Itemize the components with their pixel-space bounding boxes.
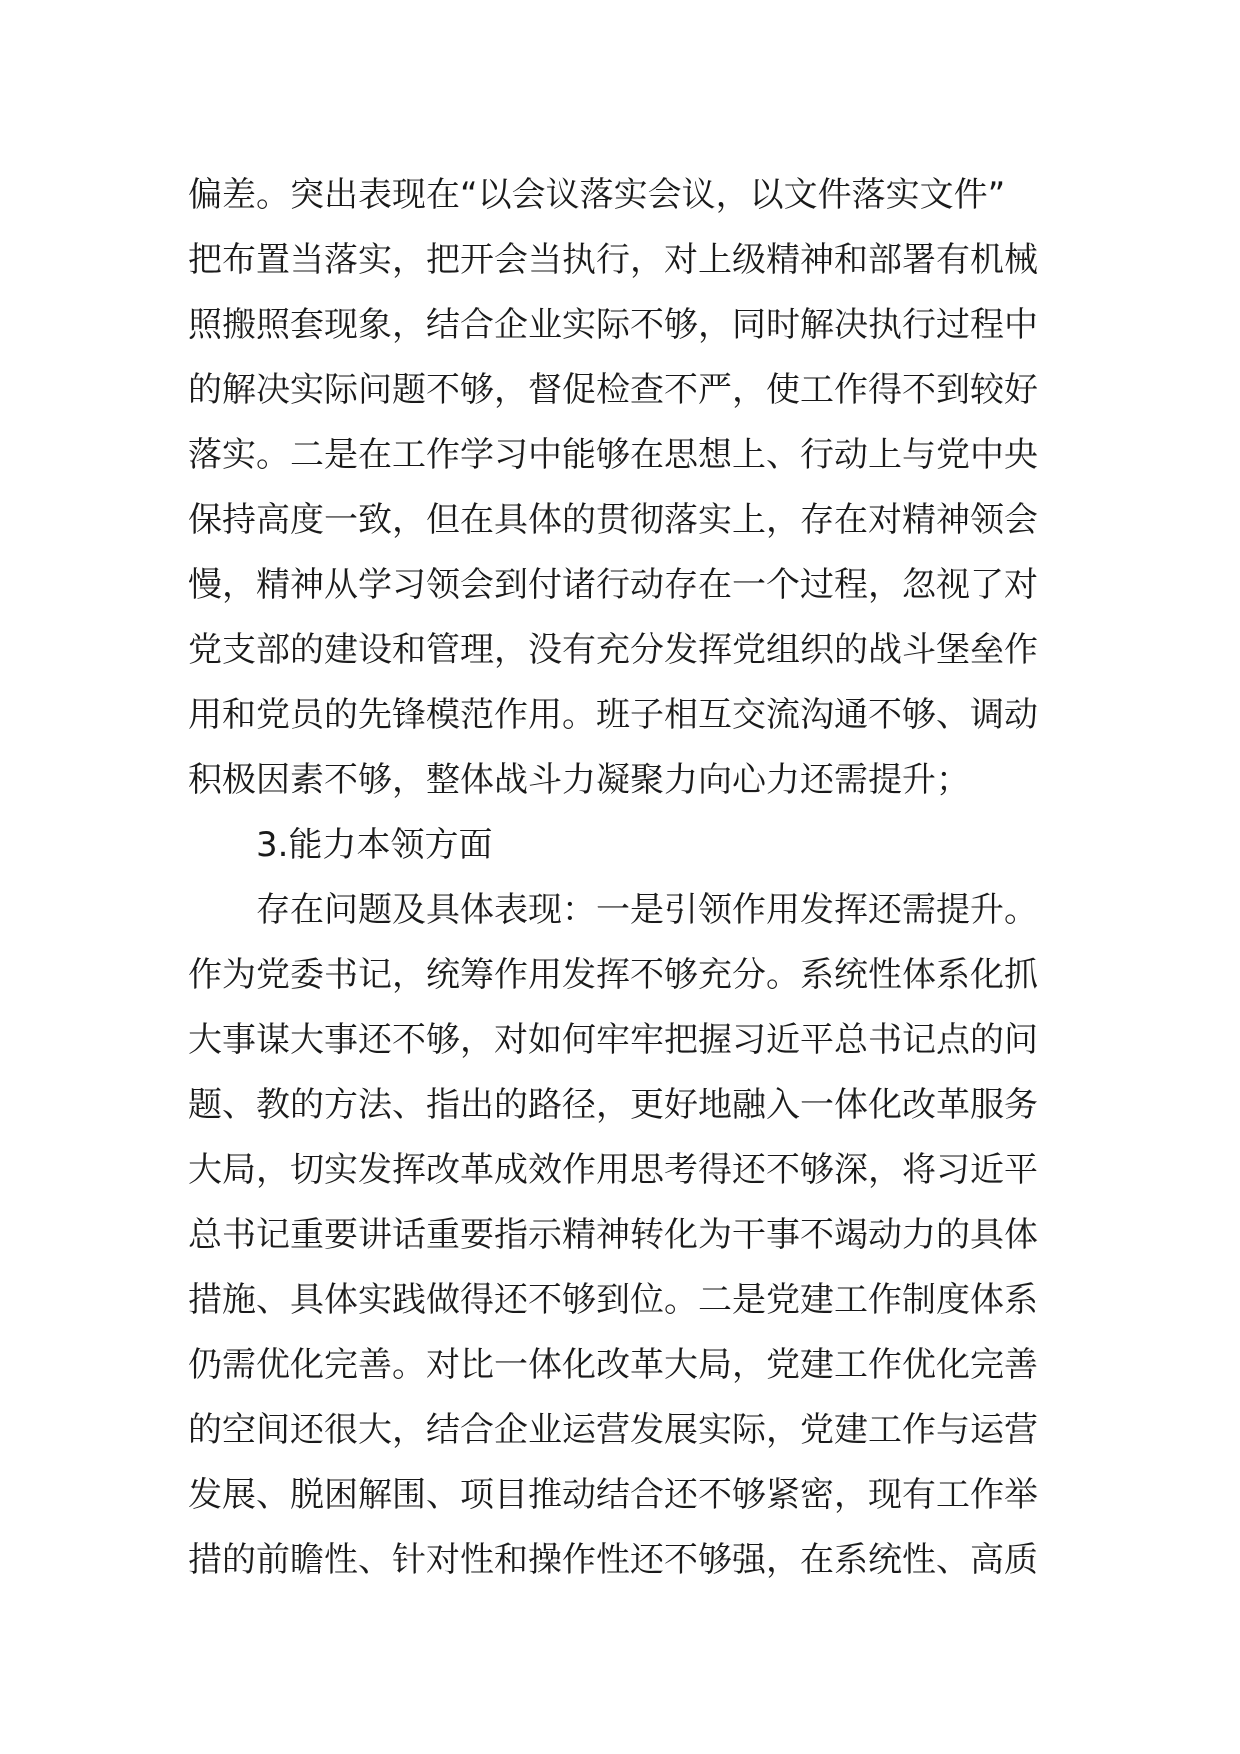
text-line: 积极因素不够，整体战斗力凝聚力向心力还需提升；: [188, 760, 970, 800]
text-line: 把布置当落实，把开会当执行，对上级精神和部署有机械: [188, 240, 1038, 280]
text-line: 落实。二是在工作学习中能够在思想上、行动上与党中央: [188, 435, 1038, 475]
text-line: 用和党员的先锋模范作用。班子相互交流沟通不够、调动: [188, 695, 1038, 735]
text-line: 保持高度一致，但在具体的贯彻落实上，存在对精神领会: [188, 500, 1038, 540]
text-line: 发展、脱困解围、项目推动结合还不够紧密，现有工作举: [188, 1475, 1038, 1515]
text-line: 的解决实际问题不够，督促检查不严，使工作得不到较好: [188, 370, 1038, 410]
text-line: 作为党委书记，统筹作用发挥不够充分。系统性体系化抓: [188, 955, 1038, 995]
text-line: 大局，切实发挥改革成效作用思考得还不够深，将习近平: [188, 1150, 1038, 1190]
text-line: 偏差。突出表现在“以会议落实会议，以文件落实文件”: [188, 175, 1006, 215]
text-line: 仍需优化完善。对比一体化改革大局，党建工作优化完善: [188, 1345, 1038, 1385]
paragraph-first-line: 存在问题及具体表现：一是引领作用发挥还需提升。: [256, 890, 1038, 930]
text-line: 题、教的方法、指出的路径，更好地融入一体化改革服务: [188, 1085, 1038, 1125]
text-line: 措的前瞻性、针对性和操作性还不够强，在系统性、高质: [188, 1540, 1038, 1580]
document-body: [188, 163, 1058, 1593]
text-line: 总书记重要讲话重要指示精神转化为干事不竭动力的具体: [188, 1215, 1038, 1255]
text-line: 大事谋大事还不够，对如何牢牢把握习近平总书记点的问: [188, 1020, 1038, 1060]
text-line: 的空间还很大，结合企业运营发展实际，党建工作与运营: [188, 1410, 1038, 1450]
text-line: 措施、具体实践做得还不够到位。二是党建工作制度体系: [188, 1280, 1038, 1320]
text-line: 慢，精神从学习领会到付诸行动存在一个过程，忽视了对: [188, 565, 1038, 605]
text-line: 党支部的建设和管理，没有充分发挥党组织的战斗堡垒作: [188, 630, 1038, 670]
section-heading: 3.能力本领方面: [256, 825, 493, 865]
text-line: 照搬照套现象，结合企业实际不够，同时解决执行过程中: [188, 305, 1038, 345]
